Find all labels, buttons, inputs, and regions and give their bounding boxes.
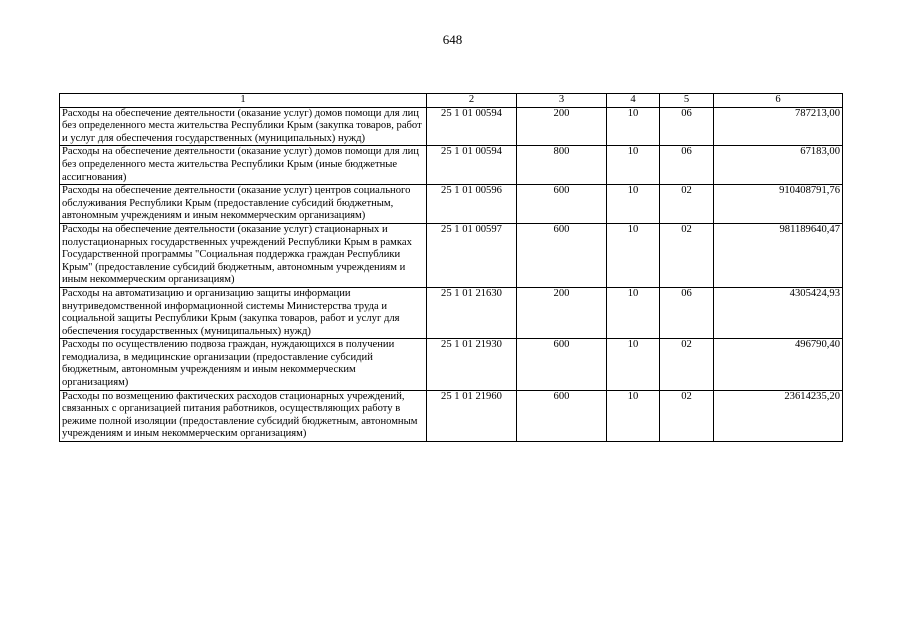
row-section: 10: [607, 287, 660, 338]
row-expense-type: 600: [517, 223, 607, 287]
header-col-3: 3: [517, 94, 607, 108]
row-amount: 496790,40: [714, 339, 843, 390]
header-row: [60, 94, 843, 108]
table-row: [60, 390, 843, 441]
row-description: Расходы по возмещению фактических расходов стационарных учреждений, связанных с организацией питания работников, осуществляющих работу в режиме полной изоляции (предоставление субсидий бюджетным, автономным учреждениям и иным некоммерческим организациям): [60, 390, 427, 441]
table-row: [60, 223, 843, 287]
row-subsection: 06: [660, 107, 714, 146]
row-target-code: 25 1 01 00597: [427, 223, 517, 287]
row-description: Расходы на обеспечение деятельности (оказание услуг) домов помощи для лиц без определенного места жительства Республики Крым (иные бюджетные ассигнования): [60, 146, 427, 185]
table-row: [60, 146, 843, 185]
row-amount: 787213,00: [714, 107, 843, 146]
row-target-code: 25 1 01 00594: [427, 107, 517, 146]
row-subsection: 02: [660, 390, 714, 441]
row-section: 10: [607, 339, 660, 390]
page-number: 648: [442, 32, 463, 47]
row-target-code: 25 1 01 21930: [427, 339, 517, 390]
row-target-code: 25 1 01 21960: [427, 390, 517, 441]
row-description: Расходы на обеспечение деятельности (оказание услуг) стационарных и полустационарных государственных учреждений Республики Крым в рамках Государственной программы "Социальная поддержка граждан Республики Крым" (предоставление субсидий бюджетным, автономным учреждениям и иным некоммерческим организациям): [60, 223, 427, 287]
table-row: [60, 339, 843, 390]
table-row: [60, 287, 843, 338]
budget-table: [59, 93, 843, 442]
row-section: 10: [607, 223, 660, 287]
table-row: [60, 107, 843, 146]
row-section: 10: [607, 390, 660, 441]
row-amount: 67183,00: [714, 146, 843, 185]
row-amount: 23614235,20: [714, 390, 843, 441]
header-col-1: 1: [60, 94, 427, 108]
row-section: 10: [607, 146, 660, 185]
row-amount: 910408791,76: [714, 185, 843, 224]
header-col-5: 5: [660, 94, 714, 108]
row-section: 10: [607, 107, 660, 146]
row-expense-type: 600: [517, 339, 607, 390]
row-subsection: 02: [660, 223, 714, 287]
row-amount: 4305424,93: [714, 287, 843, 338]
header-col-4: 4: [607, 94, 660, 108]
row-description: Расходы на обеспечение деятельности (оказание услуг) центров социального обслуживания Республики Крым (предоставление субсидий бюджетным, автономным учреждениям и иным некоммерческим организациям): [60, 185, 427, 224]
row-expense-type: 600: [517, 185, 607, 224]
table-row: [60, 185, 843, 224]
row-description: Расходы по осуществлению подвоза граждан, нуждающихся в получении гемодиализа, в медицинские организации (предоставление субсидий бюджетным, автономным учреждениям и иным некоммерческим организациям): [60, 339, 427, 390]
row-section: 10: [607, 185, 660, 224]
row-expense-type: 600: [517, 390, 607, 441]
row-subsection: 02: [660, 185, 714, 224]
row-expense-type: 200: [517, 287, 607, 338]
row-subsection: 06: [660, 146, 714, 185]
row-description: Расходы на обеспечение деятельности (оказание услуг) домов помощи для лиц без определенного места жительства Республики Крым (закупка товаров, работ и услуг для обеспечения государственных (муниципальных) нужд): [60, 107, 427, 146]
row-expense-type: 800: [517, 146, 607, 185]
header-col-2: 2: [427, 94, 517, 108]
row-subsection: 06: [660, 287, 714, 338]
row-description: Расходы на автоматизацию и организацию защиты информации внутриведомственной информационной системы Министерства труда и социальной защиты Республики Крым (закупка товаров, работ и услуг для обеспечения государственных (муниципальных) нужд): [60, 287, 427, 338]
row-subsection: 02: [660, 339, 714, 390]
row-target-code: 25 1 01 21630: [427, 287, 517, 338]
row-amount: 981189640,47: [714, 223, 843, 287]
row-expense-type: 200: [517, 107, 607, 146]
row-target-code: 25 1 01 00594: [427, 146, 517, 185]
header-col-6: 6: [714, 94, 843, 108]
row-target-code: 25 1 01 00596: [427, 185, 517, 224]
